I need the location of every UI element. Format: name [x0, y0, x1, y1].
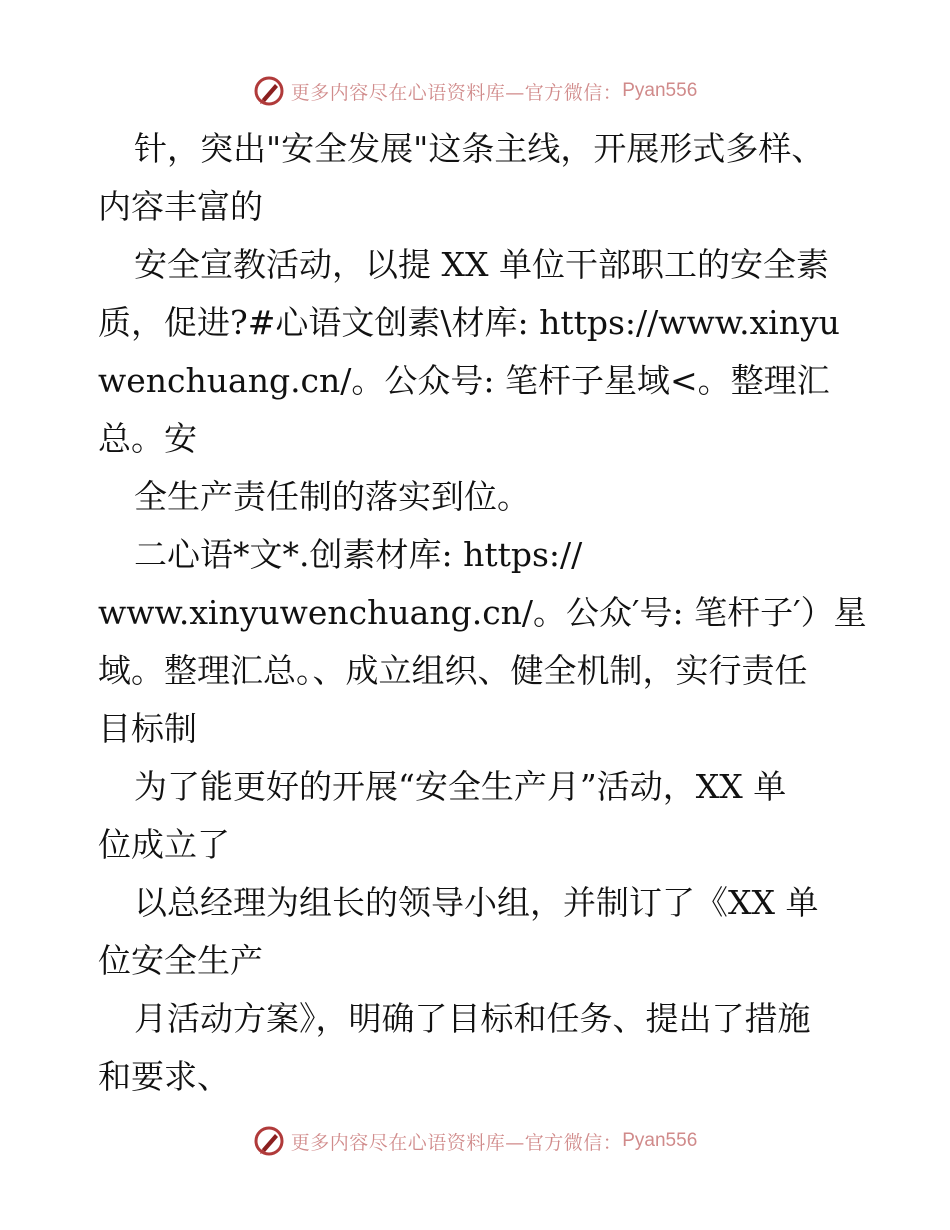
text-line: wenchuang.cn/。公众号: 笔杆子星域<。整理汇 [98, 361, 830, 400]
text-line: 总。安 [98, 419, 197, 458]
banner-wechat-id: Pyan556 [622, 1130, 698, 1151]
text-line: 针，突出"安全发展"这条主线，开展形式多样、 [134, 129, 825, 168]
body-text [98, 120, 867, 1106]
footer-banner [0, 1121, 950, 1161]
text-line: 为了能更好的开展“安全生产月”活动，XX 单 [134, 767, 787, 806]
text-line: www.xinyuwenchuang.cn/。公众′号: 笔杆子′）星 [98, 593, 867, 632]
text-line: 以总经理为组长的领导小组，并制订了《XX 单 [134, 883, 819, 922]
banner-text: 更多内容尽在心语资料库—官方微信： [290, 1131, 623, 1154]
text-line: 和要求、 [98, 1057, 230, 1096]
text-line: 质，促进?#心语文创素\材库: https://www.xinyu [98, 303, 840, 342]
header-banner [0, 71, 950, 111]
text-line: 安全宣教活动，以提 XX 单位干部职工的安全素 [134, 245, 829, 284]
text-line: 位成立了 [98, 825, 230, 864]
pen-logo-icon [253, 75, 285, 107]
text-line: 位安全生产 [98, 941, 263, 980]
text-line: 域。整理汇总。、成立组织、健全机制，实行责任 [98, 651, 808, 690]
text-line: 月活动方案》，明确了目标和任务、提出了措施 [134, 999, 811, 1038]
text-line: 目标制 [98, 709, 197, 748]
text-line: 全生产责任制的落实到位。 [134, 477, 530, 516]
banner-text: 更多内容尽在心语资料库—官方微信： [290, 81, 623, 104]
pen-logo-icon [253, 1125, 285, 1157]
text-line: 二心语*文*.创素材库: https:// [134, 535, 583, 574]
text-line: 内容丰富的 [98, 187, 263, 226]
banner-wechat-id: Pyan556 [622, 80, 698, 101]
